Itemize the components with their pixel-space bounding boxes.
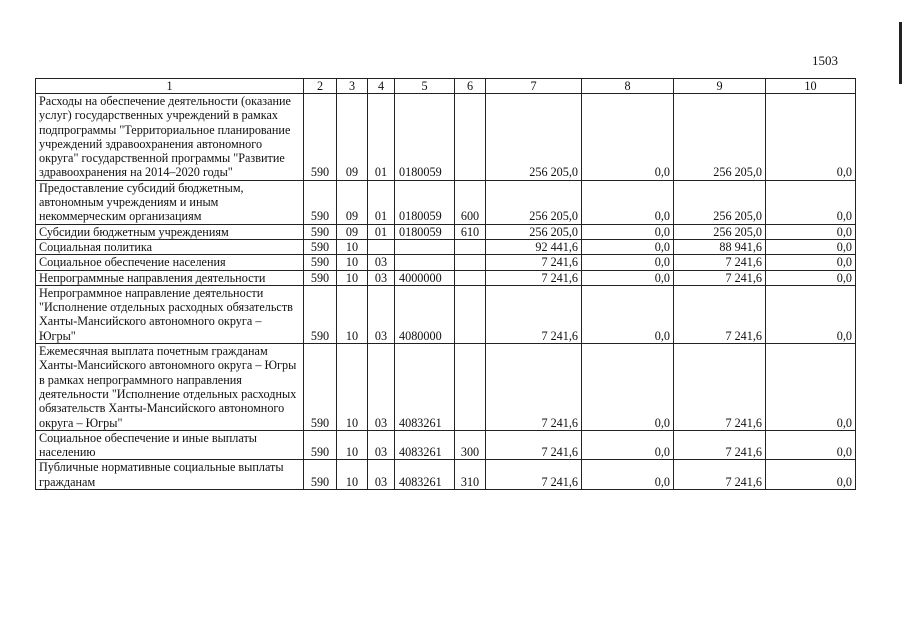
subsection-code-cell: 03 <box>368 430 395 460</box>
table-row <box>36 430 856 460</box>
amount-cell: 0,0 <box>766 180 856 224</box>
amount-cell: 0,0 <box>582 344 674 431</box>
table-row <box>36 255 856 270</box>
column-header: 8 <box>582 79 674 94</box>
budget-table <box>35 78 856 490</box>
admin-code-cell: 590 <box>304 239 337 254</box>
amount-cell: 256 205,0 <box>674 180 766 224</box>
column-header: 4 <box>368 79 395 94</box>
expense-type-cell <box>455 270 486 285</box>
amount-cell: 7 241,6 <box>486 430 582 460</box>
section-code-cell: 09 <box>337 224 368 239</box>
amount-cell: 7 241,6 <box>486 255 582 270</box>
section-code-cell: 10 <box>337 460 368 490</box>
amount-cell: 0,0 <box>766 239 856 254</box>
section-code-cell: 10 <box>337 285 368 343</box>
amount-cell: 0,0 <box>582 180 674 224</box>
amount-cell: 7 241,6 <box>674 270 766 285</box>
target-article-cell: 0180059 <box>395 94 455 181</box>
admin-code-cell: 590 <box>304 285 337 343</box>
admin-code-cell: 590 <box>304 255 337 270</box>
expense-type-cell <box>455 94 486 181</box>
amount-cell: 0,0 <box>582 270 674 285</box>
expense-type-cell <box>455 239 486 254</box>
subsection-code-cell: 03 <box>368 255 395 270</box>
row-name-cell: Расходы на обеспечение деятельности (оказание услуг) государственных учреждений в рамках подпрограммы "Территориальное планирование учреждений здравоохранения автономного округа" государственной программы "Развитие здравоохранения на 2014–2020 годы" <box>36 94 304 181</box>
row-name-cell: Социальное обеспечение и иные выплаты населению <box>36 430 304 460</box>
target-article-cell: 4083261 <box>395 344 455 431</box>
table-row <box>36 239 856 254</box>
amount-cell: 0,0 <box>582 94 674 181</box>
amount-cell: 256 205,0 <box>486 180 582 224</box>
section-code-cell: 10 <box>337 255 368 270</box>
admin-code-cell: 590 <box>304 344 337 431</box>
subsection-code-cell: 03 <box>368 270 395 285</box>
amount-cell: 0,0 <box>766 224 856 239</box>
amount-cell: 0,0 <box>766 94 856 181</box>
amount-cell: 88 941,6 <box>674 239 766 254</box>
row-name-cell: Социальная политика <box>36 239 304 254</box>
column-header: 7 <box>486 79 582 94</box>
admin-code-cell: 590 <box>304 460 337 490</box>
amount-cell: 256 205,0 <box>674 224 766 239</box>
column-header: 2 <box>304 79 337 94</box>
amount-cell: 7 241,6 <box>486 460 582 490</box>
amount-cell: 0,0 <box>582 255 674 270</box>
budget-table-container <box>35 78 856 490</box>
subsection-code-cell: 01 <box>368 224 395 239</box>
row-name-cell: Непрограммные направления деятельности <box>36 270 304 285</box>
admin-code-cell: 590 <box>304 270 337 285</box>
target-article-cell: 4083261 <box>395 460 455 490</box>
target-article-cell: 0180059 <box>395 224 455 239</box>
expense-type-cell: 300 <box>455 430 486 460</box>
row-name-cell: Предоставление субсидий бюджетным, автономным учреждениям и иным некоммерческим организациям <box>36 180 304 224</box>
table-row <box>36 285 856 343</box>
admin-code-cell: 590 <box>304 180 337 224</box>
amount-cell: 0,0 <box>582 430 674 460</box>
section-code-cell: 10 <box>337 344 368 431</box>
amount-cell: 92 441,6 <box>486 239 582 254</box>
amount-cell: 7 241,6 <box>674 344 766 431</box>
subsection-code-cell: 03 <box>368 344 395 431</box>
page-number: 1503 <box>812 53 838 68</box>
row-name-cell: Непрограммное направление деятельности "Исполнение отдельных расходных обязательств Ханты-Мансийского автономного округа – Югры" <box>36 285 304 343</box>
amount-cell: 0,0 <box>582 239 674 254</box>
column-header: 9 <box>674 79 766 94</box>
target-article-cell <box>395 239 455 254</box>
column-header: 10 <box>766 79 856 94</box>
amount-cell: 7 241,6 <box>674 255 766 270</box>
section-code-cell: 10 <box>337 239 368 254</box>
column-header: 1 <box>36 79 304 94</box>
amount-cell: 0,0 <box>766 344 856 431</box>
expense-type-cell <box>455 285 486 343</box>
subsection-code-cell: 01 <box>368 180 395 224</box>
row-name-cell: Социальное обеспечение населения <box>36 255 304 270</box>
expense-type-cell <box>455 255 486 270</box>
table-row <box>36 94 856 181</box>
expense-type-cell: 600 <box>455 180 486 224</box>
amount-cell: 0,0 <box>766 285 856 343</box>
table-row <box>36 344 856 431</box>
subsection-code-cell <box>368 239 395 254</box>
section-code-cell: 09 <box>337 180 368 224</box>
amount-cell: 256 205,0 <box>674 94 766 181</box>
table-row <box>36 180 856 224</box>
scan-edge-mark <box>899 22 902 84</box>
amount-cell: 0,0 <box>766 460 856 490</box>
subsection-code-cell: 03 <box>368 285 395 343</box>
column-header: 3 <box>337 79 368 94</box>
amount-cell: 0,0 <box>582 460 674 490</box>
target-article-cell: 4000000 <box>395 270 455 285</box>
row-name-cell: Субсидии бюджетным учреждениям <box>36 224 304 239</box>
section-code-cell: 10 <box>337 270 368 285</box>
amount-cell: 7 241,6 <box>674 285 766 343</box>
table-row <box>36 460 856 490</box>
section-code-cell: 09 <box>337 94 368 181</box>
table-body <box>36 94 856 490</box>
amount-cell: 0,0 <box>766 270 856 285</box>
amount-cell: 7 241,6 <box>674 430 766 460</box>
amount-cell: 7 241,6 <box>486 344 582 431</box>
amount-cell: 256 205,0 <box>486 94 582 181</box>
expense-type-cell: 310 <box>455 460 486 490</box>
row-name-cell: Ежемесячная выплата почетным гражданам Ханты-Мансийского автономного округа – Югры в рамках непрограммного направления деятельности "Исполнение отдельных расходных обязательств Ханты-Мансийского автономного округа – Югры" <box>36 344 304 431</box>
amount-cell: 0,0 <box>766 255 856 270</box>
amount-cell: 7 241,6 <box>674 460 766 490</box>
amount-cell: 0,0 <box>582 224 674 239</box>
amount-cell: 0,0 <box>766 430 856 460</box>
column-number-row <box>36 79 856 94</box>
admin-code-cell: 590 <box>304 224 337 239</box>
column-header: 5 <box>395 79 455 94</box>
amount-cell: 7 241,6 <box>486 270 582 285</box>
target-article-cell <box>395 255 455 270</box>
expense-type-cell <box>455 344 486 431</box>
row-name-cell: Публичные нормативные социальные выплаты гражданам <box>36 460 304 490</box>
admin-code-cell: 590 <box>304 430 337 460</box>
target-article-cell: 0180059 <box>395 180 455 224</box>
target-article-cell: 4083261 <box>395 430 455 460</box>
amount-cell: 7 241,6 <box>486 285 582 343</box>
table-row <box>36 224 856 239</box>
subsection-code-cell: 03 <box>368 460 395 490</box>
column-header: 6 <box>455 79 486 94</box>
target-article-cell: 4080000 <box>395 285 455 343</box>
table-row <box>36 270 856 285</box>
section-code-cell: 10 <box>337 430 368 460</box>
amount-cell: 256 205,0 <box>486 224 582 239</box>
amount-cell: 0,0 <box>582 285 674 343</box>
admin-code-cell: 590 <box>304 94 337 181</box>
subsection-code-cell: 01 <box>368 94 395 181</box>
expense-type-cell: 610 <box>455 224 486 239</box>
